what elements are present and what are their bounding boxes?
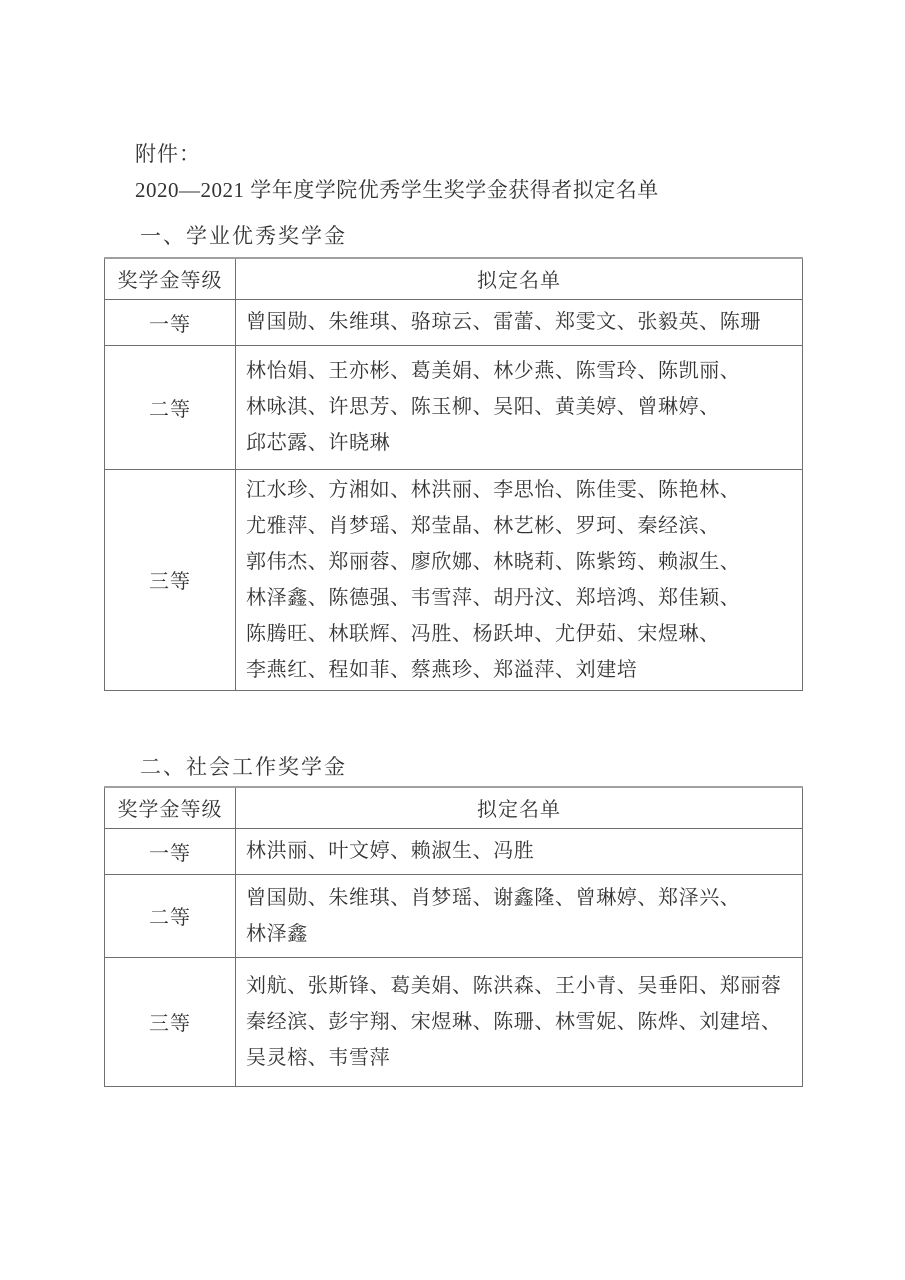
names-line: 林咏淇、许思芳、陈玉柳、吴阳、黄美婷、曾琳婷、	[246, 396, 720, 418]
section-heading-academic: 一、学业优秀奖学金	[140, 224, 347, 248]
names-line: 江水珍、方湘如、林洪丽、李思怡、陈佳雯、陈艳林、	[246, 478, 741, 501]
table-header-row	[105, 787, 803, 828]
grade-cell: 二等	[105, 345, 236, 469]
grade-cell: 三等	[105, 957, 236, 1086]
grade-cell: 一等	[105, 299, 236, 345]
names-column-header: 拟定名单	[236, 787, 803, 828]
names-line: 郭伟杰、郑丽蓉、廖欣娜、林晓莉、陈紫筠、赖淑生、	[246, 550, 741, 573]
table-row	[105, 828, 803, 874]
names-column-header: 拟定名单	[236, 258, 803, 299]
attachment-label: 附件：	[135, 142, 201, 166]
table-row	[105, 874, 803, 957]
table-header-row	[105, 258, 803, 299]
names-line: 尤雅萍、肖梦瑶、郑莹晶、林艺彬、罗珂、秦经滨、	[246, 514, 720, 537]
table-row	[105, 469, 803, 690]
names-line: 吴灵榕、韦雪萍	[246, 1046, 391, 1069]
names-cell	[236, 345, 803, 469]
names-line: 刘航、张斯锋、葛美娟、陈洪森、王小青、吴垂阳、郑丽蓉	[246, 974, 782, 997]
names-cell	[236, 828, 803, 874]
academic-scholarship-table	[104, 257, 803, 691]
names-line: 曾国勋、朱维琪、肖梦瑶、谢鑫隆、曾琳婷、郑泽兴、	[246, 886, 741, 909]
names-line: 邱芯露、许晓琳	[246, 432, 391, 454]
names-cell	[236, 874, 803, 957]
grade-cell: 三等	[105, 469, 236, 690]
names-line: 林泽鑫、陈德强、韦雪萍、胡丹汶、郑培鸿、郑佳颖、	[246, 586, 741, 609]
document-title: 2020—2021 学年度学院优秀学生奖学金获得者拟定名单	[135, 178, 659, 202]
names-line: 林洪丽、叶文婷、赖淑生、冯胜	[246, 840, 535, 862]
names-line: 李燕红、程如菲、蔡燕珍、郑溢萍、刘建培	[246, 658, 638, 681]
names-line: 林怡娟、王亦彬、葛美娟、林少燕、陈雪玲、陈凯丽、	[246, 360, 741, 382]
table-row	[105, 299, 803, 345]
grade-cell: 二等	[105, 874, 236, 957]
names-line: 陈腾旺、林联辉、冯胜、杨跃坤、尤伊茹、宋煜琳、	[246, 622, 720, 645]
grade-column-header: 奖学金等级	[105, 787, 236, 828]
table-row	[105, 957, 803, 1086]
social-work-scholarship-table	[104, 786, 803, 1087]
names-line: 林泽鑫	[246, 922, 308, 945]
names-cell	[236, 469, 803, 690]
section-heading-social-work: 二、社会工作奖学金	[140, 755, 347, 779]
grade-cell: 一等	[105, 828, 236, 874]
names-line: 秦经滨、彭宇翔、宋煜琳、陈珊、林雪妮、陈烨、刘建培、	[246, 1010, 782, 1033]
grade-column-header: 奖学金等级	[105, 258, 236, 299]
names-line: 曾国勋、朱维琪、骆琼云、雷蕾、郑雯文、张毅英、陈珊	[246, 311, 761, 333]
names-cell	[236, 299, 803, 345]
names-cell	[236, 957, 803, 1086]
table-row	[105, 345, 803, 469]
